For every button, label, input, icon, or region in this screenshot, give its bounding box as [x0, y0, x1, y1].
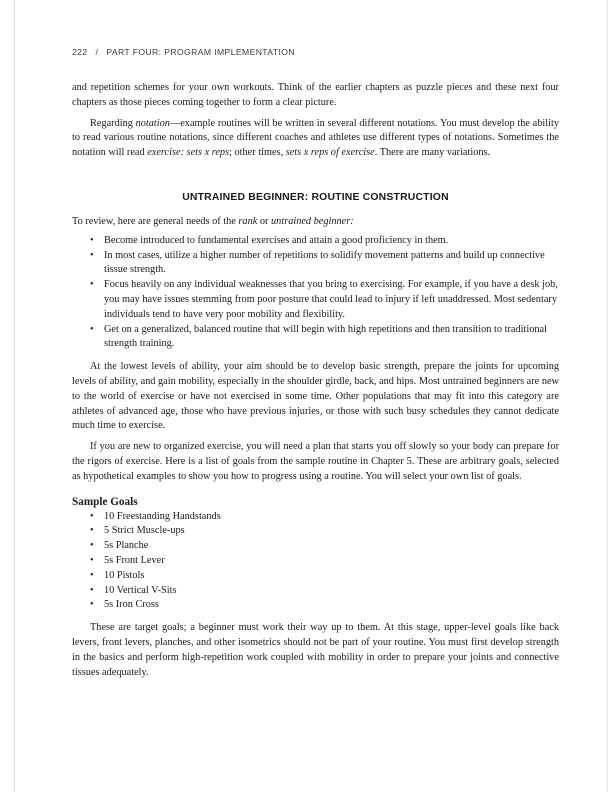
list-item — [72, 584, 559, 599]
text-run: —example routines will be written in several different notations. You must develop the ability to read various routine notations, since different coaches and athletes use different types of notations. Sometimes the notation will read — [72, 117, 559, 159]
needs-list — [72, 234, 559, 352]
page-edge-right — [607, 0, 608, 792]
page-body — [72, 81, 559, 680]
emphasis-rank: rank — [238, 215, 258, 227]
bullet-icon: • — [90, 279, 94, 291]
page-number: 222 — [72, 47, 88, 57]
part-title: PART FOUR: PROGRAM IMPLEMENTATION — [106, 47, 295, 57]
list-item — [72, 569, 559, 584]
subheading-sample-goals: Sample Goals — [72, 495, 138, 508]
text-run: . There are many variations. — [374, 147, 491, 159]
list-item-text: 5 Strict Muscle-ups — [104, 525, 185, 537]
list-item-text: Get on a generalized, balanced routine that will begin with high repetitions and then transition to traditional strength training. — [104, 323, 547, 350]
page-edge-left — [14, 0, 15, 792]
list-item — [72, 539, 559, 554]
list-item — [72, 524, 559, 539]
section-heading: UNTRAINED BEGINNER: ROUTINE CONSTRUCTION — [182, 191, 449, 203]
running-head — [72, 47, 295, 57]
emphasis-exercise-sets-reps: exercise: sets x reps — [147, 147, 230, 159]
emphasis-notation: notation — [135, 117, 170, 129]
emphasis-sets-reps-of-exercise: sets x reps of exercise — [285, 147, 375, 159]
header-separator: / — [95, 47, 99, 57]
bullet-icon: • — [90, 234, 94, 246]
list-item — [72, 598, 559, 613]
list-item-text: 5s Planche — [104, 540, 149, 552]
text-run: Regarding — [90, 117, 136, 129]
bullet-icon: • — [90, 540, 94, 552]
bullet-icon: • — [90, 510, 94, 522]
bullet-icon: • — [90, 249, 94, 261]
bullet-icon: • — [90, 554, 94, 566]
goals-list — [72, 510, 559, 614]
paragraph-organized-exercise: If you are new to organized exercise, you will need a plan that starts you off slowly so your body can prepare for the rigors of exercise. Here is a list of goals from the sample routine in Chapter 5. These are arbitrary goals, selected as hypothetical examples to show you how to progress using a routine. You will select your own list of goals. — [72, 441, 559, 482]
paragraph-lowest-levels: At the lowest levels of ability, your aim should be to develop basic strength, prepare the joints for upcoming levels of ability, and gain mobility, especially in the shoulder girdle, back, and hips. Most untrained beginners are new to the world of exercise or have not exercised in some time. Other populations that may fit into this category are athletes of advanced age, those who have previous injuries, or those with such busy schedules they cannot dedicate much time to exercise. — [72, 361, 559, 432]
list-item-text: 5s Front Lever — [104, 554, 165, 566]
bullet-icon: • — [90, 599, 94, 611]
list-item — [72, 510, 559, 525]
bullet-icon: • — [90, 323, 94, 335]
list-item-text: 10 Freestanding Handstands — [104, 510, 221, 522]
list-item-text: 5s Iron Cross — [104, 599, 159, 611]
paragraph-review — [72, 215, 559, 230]
emphasis-untrained-beginner: untrained beginner: — [271, 215, 354, 227]
bullet-icon: • — [90, 525, 94, 537]
bullet-icon: • — [90, 584, 94, 596]
list-item-text: 10 Vertical V-Sits — [104, 584, 177, 596]
list-item-text: 10 Pistols — [104, 569, 145, 581]
list-item-text: In most cases, utilize a higher number of repetitions to solidify movement patterns and build up connective tissue strength. — [104, 249, 545, 276]
list-item — [72, 278, 559, 322]
list-item-text: Focus heavily on any individual weaknesses that you bring to exercising. For example, if you have a desk job, you may have issues stemming from poor posture that could lead to injury if left unaddressed. Most sedentary individuals tend to have very poor mobility and flexibility. — [104, 279, 558, 320]
paragraph-notation — [72, 117, 559, 161]
paragraph-target-goals: These are target goals; a beginner must work their way up to them. At this stage, upper-level goals like back levers, front levers, planches, and other isometrics should not be part of your routine. You must first develop strength in the basics and perform high-repetition work coupled with mobility in order to prepare your joints and connective tissues adequately. — [72, 622, 559, 678]
list-item — [72, 554, 559, 569]
list-item — [72, 323, 559, 353]
bullet-icon: • — [90, 569, 94, 581]
paragraph-continuation: and repetition schemes for your own workouts. Think of the earlier chapters as puzzle pieces and these next four chapters as those pieces coming together to form a clear picture. — [72, 82, 559, 108]
text-run: To review, here are general needs of the — [72, 215, 239, 227]
list-item — [72, 249, 559, 279]
text-run: or — [257, 215, 272, 227]
list-item — [72, 234, 559, 249]
text-run: ; other times, — [229, 147, 286, 159]
list-item-text: Become introduced to fundamental exercises and attain a good proficiency in them. — [104, 234, 449, 246]
